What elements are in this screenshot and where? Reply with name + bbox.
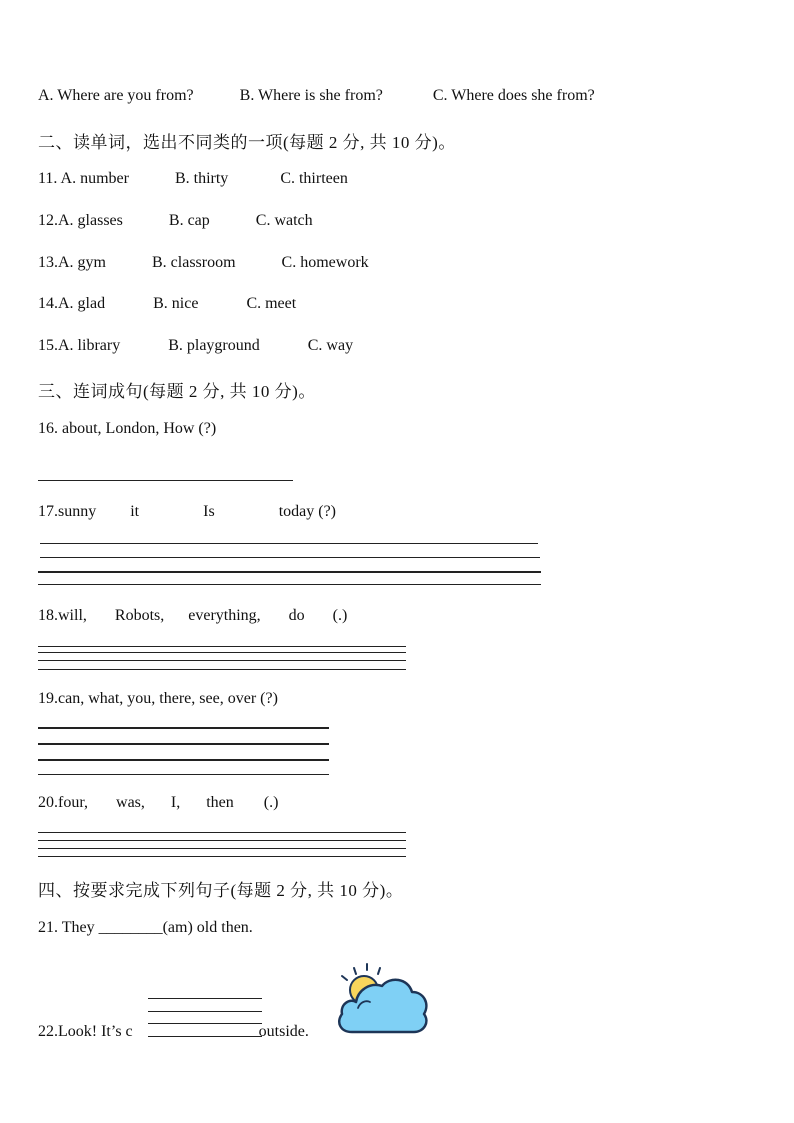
word: will, xyxy=(58,607,87,624)
answer-line-19a xyxy=(38,727,329,729)
answer-line-20a xyxy=(38,832,406,833)
question-18 xyxy=(38,607,347,625)
answer-line-19b xyxy=(38,743,329,745)
question-number: 21. xyxy=(38,919,58,936)
question-number: 16. xyxy=(38,420,58,437)
answer-line-22b xyxy=(148,1011,262,1012)
question-22 xyxy=(38,1023,309,1041)
option-a: A. number xyxy=(60,170,129,187)
question-number: 15. xyxy=(38,337,58,354)
question-number: 13. xyxy=(38,254,58,271)
section-3-heading: 三、连词成句(每题 2 分, 共 10 分)。 xyxy=(38,382,316,401)
option-b: B. classroom xyxy=(152,254,236,271)
question-21 xyxy=(38,919,253,937)
question-number: 18. xyxy=(38,607,58,624)
option-b: B. thirty xyxy=(174,170,229,187)
question-20 xyxy=(38,794,278,812)
answer-line-22a xyxy=(148,998,262,999)
option-c: C. meet xyxy=(246,295,297,312)
fill-blank[interactable]: ________ xyxy=(98,919,163,936)
option-b: B. Where is she from? xyxy=(239,87,383,104)
answer-line-17d xyxy=(38,584,541,585)
word: four, xyxy=(58,794,89,811)
question-12 xyxy=(38,212,313,230)
question-15 xyxy=(38,337,353,355)
question-number: 20. xyxy=(38,794,58,811)
question-19 xyxy=(38,690,278,708)
option-c: C. way xyxy=(307,337,354,354)
question-number: 11. xyxy=(38,170,58,187)
word: I, xyxy=(170,794,181,811)
question-13 xyxy=(38,254,369,272)
option-a: A. gym xyxy=(58,254,106,271)
question-11 xyxy=(38,170,348,188)
scrambled-words: about, London, How (?) xyxy=(62,420,217,437)
question-16 xyxy=(38,420,216,438)
word: Is xyxy=(203,503,215,520)
answer-line-20b xyxy=(38,840,406,841)
option-c: C. thirteen xyxy=(280,170,348,187)
answer-line-17b xyxy=(40,557,540,558)
sentence-start: Look! It’s c xyxy=(58,1023,133,1040)
word: it xyxy=(130,503,140,520)
option-a: A. library xyxy=(58,337,121,354)
option-c: C. watch xyxy=(255,212,313,229)
sentence-end: outside. xyxy=(258,1023,309,1040)
answer-line-16 xyxy=(38,480,293,481)
answer-line-18b xyxy=(38,652,406,653)
sentence-end: (am) old then. xyxy=(162,919,253,936)
word: Robots, xyxy=(114,607,165,624)
word: do xyxy=(288,607,305,624)
answer-line-20d xyxy=(38,856,406,857)
sentence-start: They xyxy=(61,919,95,936)
section-2-heading: 二、读单词，选出不同类的一项(每题 2 分, 共 10 分)。 xyxy=(38,133,456,152)
answer-line-19d xyxy=(38,774,329,775)
answer-line-18d xyxy=(38,669,406,670)
option-c: C. homework xyxy=(281,254,369,271)
option-a: A. glad xyxy=(58,295,106,312)
question-number: 17. xyxy=(38,503,58,520)
question-14 xyxy=(38,295,296,313)
scrambled-words: can, what, you, there, see, over (?) xyxy=(58,690,278,707)
option-b: B. nice xyxy=(153,295,199,312)
question-number: 12. xyxy=(38,212,58,229)
option-a: A. Where are you from? xyxy=(38,87,194,104)
answer-line-17c xyxy=(38,571,541,573)
word: (.) xyxy=(263,794,279,811)
word: then xyxy=(206,794,234,811)
answer-line-19c xyxy=(38,759,329,761)
option-b: B. cap xyxy=(168,212,210,229)
question-17 xyxy=(38,503,336,521)
word: sunny xyxy=(58,503,97,520)
question-number: 14. xyxy=(38,295,58,312)
option-b: B. playground xyxy=(168,337,260,354)
answer-line-18a xyxy=(38,646,406,647)
word: today (?) xyxy=(278,503,336,520)
sun-behind-cloud-icon xyxy=(334,962,430,1038)
section-4-heading: 四、按要求完成下列句子(每题 2 分, 共 10 分)。 xyxy=(38,881,404,900)
answer-line-20c xyxy=(38,848,406,849)
answer-line-17a xyxy=(40,543,538,544)
question-number: 22. xyxy=(38,1023,58,1040)
option-a: A. glasses xyxy=(58,212,123,229)
question-number: 19. xyxy=(38,690,58,707)
answer-line-18c xyxy=(38,660,406,661)
word: (.) xyxy=(332,607,348,624)
option-c: C. Where does she from? xyxy=(432,87,595,104)
word: was, xyxy=(116,794,145,811)
word: everything, xyxy=(188,607,261,624)
q10-options xyxy=(38,87,595,105)
